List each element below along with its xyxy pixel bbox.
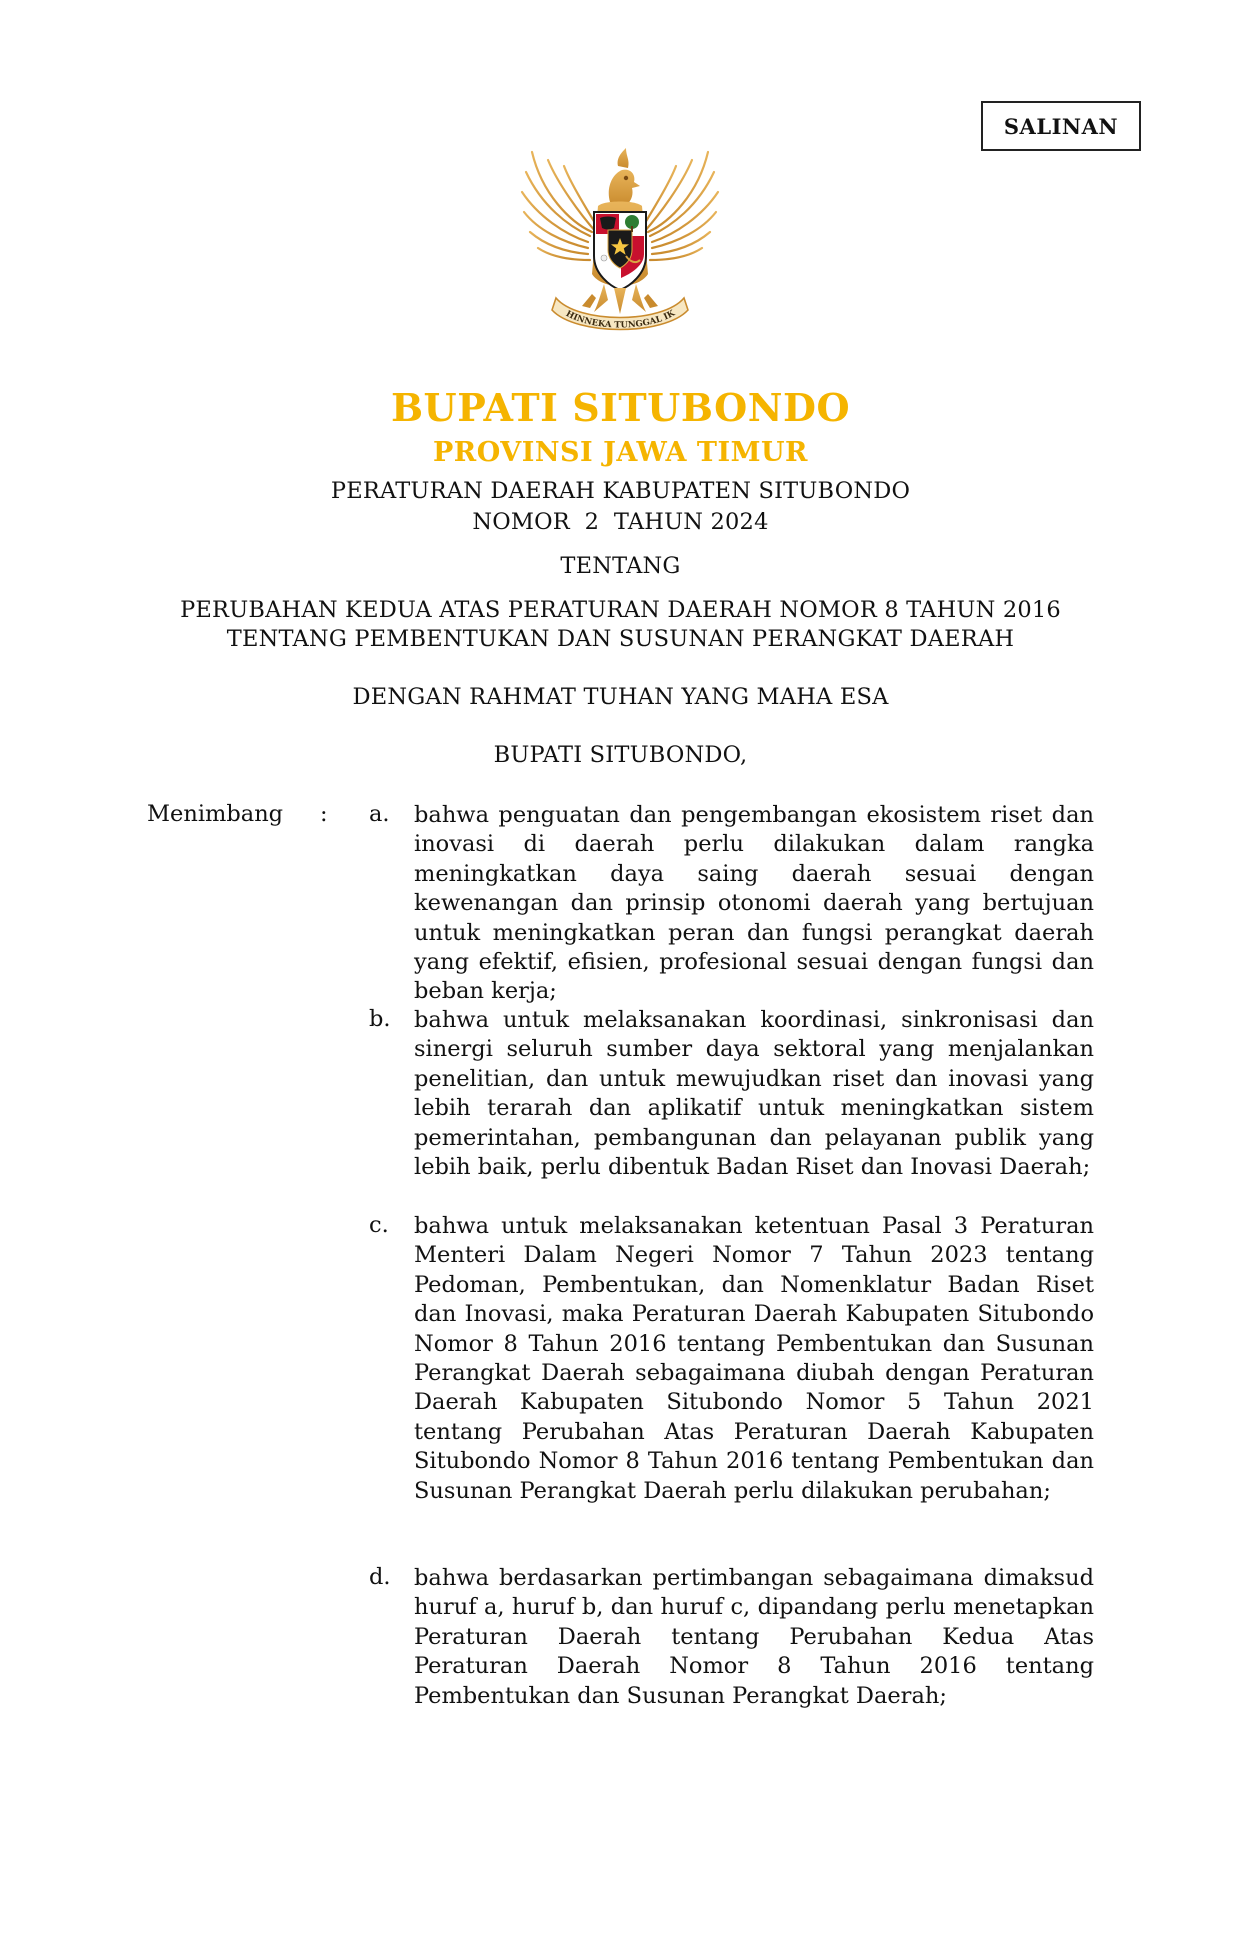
left-wing [522, 152, 598, 260]
regulation-issuer: BUPATI SITUBONDO, [493, 742, 748, 768]
considering-item-text: bahwa untuk melaksanakan ketentuan Pasal 3 Peraturan Menteri Dalam Negeri Nomor 7 Tahun 2023 tentang Pedoman, Pembentukan, dan Nomenklatur Badan Riset dan Inovasi, maka Peraturan Daerah Kabupaten Situbondo Nomor 8 Tahun 2016 tentang Pembentukan dan Susunan Perangkat Daerah sebagaimana diubah dengan Peraturan Daerah Kabupaten Situbondo Nomor 5 Tahun 2021 tentang Perubahan Atas Peraturan Daerah Kabupaten Situbondo Nomor 8 Tahun 2016 tentang Pembentukan dan Susunan Perangkat Daerah perlu dilakukan perubahan; [414, 1213, 1094, 1504]
regulation-blessing: DENGAN RAHMAT TUHAN YANG MAHA ESA [352, 684, 889, 710]
regulation-about: TENTANG [560, 553, 681, 579]
considering-item-text: bahwa berdasarkan pertimbangan sebagaimana dimaksud huruf a, huruf b, dan huruf c, dipandang perlu menetapkan Peraturan Daerah tentang Perubahan Kedua Atas Peraturan Daerah Nomor 8 Tahun 2016 tentang Pembentukan dan Susunan Perangkat Daerah; [414, 1565, 1094, 1709]
salinan-stamp [981, 101, 1141, 151]
considering-item-text: bahwa untuk melaksanakan koordinasi, sinkronisasi dan sinergi seluruh sumber daya sektoral yang menjalankan penelitian, dan untuk mewujudkan riset dan inovasi yang lebih terarah dan aplikatif untuk meningkatkan sistem pemerintahan, pembangunan dan pelayanan publik yang lebih baik, perlu dibentuk Badan Riset dan Inovasi Daerah; [414, 1007, 1094, 1181]
garuda-emblem-graphic [518, 144, 722, 340]
regulation-subject-line-1: PERUBAHAN KEDUA ATAS PERATURAN DAERAH NOMOR 8 TAHUN 2016 [180, 597, 1061, 623]
regulation-number: NOMOR 2 TAHUN 2024 [472, 509, 769, 535]
considering-label: Menimbang [147, 801, 284, 827]
considering-item-letter: d. [369, 1564, 391, 1590]
salinan-label: SALINAN [1003, 113, 1119, 139]
right-wing [642, 152, 718, 260]
regulation-line-1: PERATURAN DAERAH KABUPATEN SITUBONDO [330, 478, 911, 504]
garuda-tail [594, 284, 646, 314]
considering-item-letter: c. [369, 1212, 389, 1238]
header-title: BUPATI SITUBONDO [390, 385, 851, 430]
header-subtitle: PROVINSI JAWA TIMUR [433, 437, 808, 468]
considering-item-text: bahwa penguatan dan pengembangan ekosistem riset dan inovasi di daerah perlu dilakukan dalam rangka meningkatkan daya saing daerah sesuai dengan kewenangan dan prinsip otonomi daerah yang bertujuan untuk meningkatkan peran dan fungsi perangkat daerah yang efektif, efisien, profesional sesuai dengan fungsi dan beban kerja; [414, 802, 1094, 1005]
considering-item-letter: a. [369, 801, 390, 827]
regulation-subject-line-2: TENTANG PEMBENTUKAN DAN SUSUNAN PERANGKAT DAERAH [226, 626, 1015, 652]
considering-colon: : [320, 801, 328, 827]
considering-item-letter: b. [369, 1006, 391, 1032]
garuda-emblem [518, 144, 722, 340]
garuda-head [609, 148, 640, 206]
motto-text: HINNEKA TUNGGAL IK [563, 308, 677, 331]
